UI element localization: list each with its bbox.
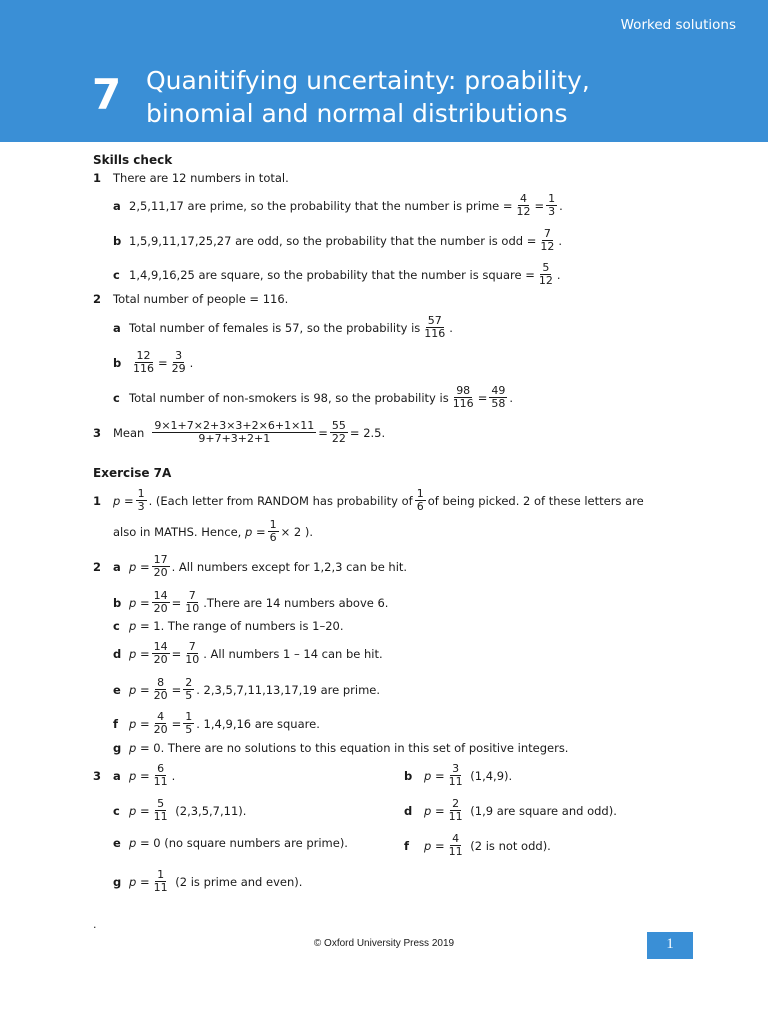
ex-q1-line1: 1 p = $\frac{1}{3}$ . (Each letter from RANDOM has probability of $\frac{1}{6}$ of being picked. 2 of these letters are [93,487,644,513]
ex-q3d: d p = $\frac{2}{11}$ (1,9 are square and odd). [404,797,617,823]
sc-q2a: a Total number of females is 57, so the probability is $\frac{57}{116}$ . [113,314,453,340]
fraction: $\frac{57}{116}$ [424,314,446,340]
ex-q2d: d p = $\frac{14}{20}$ = $\frac{7}{10}$ . All numbers 1 – 14 can be hit. [113,640,383,666]
ex-q3c: c p = $\frac{5}{11}$ (2,3,5,7,11). [113,797,247,823]
sc-q1b: b 1,5,9,11,17,25,27 are odd, so the probability that the number is odd = $\frac{7}{12}$ . [113,227,562,253]
ex-q2g: g p = 0. There are no solutions to this equation in this set of positive integers. [113,741,569,755]
fraction: $\frac{55}{22}$ [331,419,346,445]
fraction: $\frac{14}{20}$ [153,589,168,615]
fraction: $\frac{5}{12}$ [538,261,553,287]
fraction: $\frac{2}{11}$ [448,797,463,823]
fraction: $\frac{8}{20}$ [153,676,168,702]
ex-q3b: b p = $\frac{3}{11}$ (1,4,9). [404,762,513,788]
ex-q2e: e p = $\frac{8}{20}$ = $\frac{2}{5}$ . 2,3,5,7,11,13,17,19 are prime. [113,676,381,702]
chapter-title-line1: Quanitifying uncertainty: proability, [146,66,590,95]
fraction: $\frac{14}{20}$ [153,640,168,666]
fraction: $\frac{4}{20}$ [153,710,168,736]
sc-q2-intro: 2 Total number of people = 116. [93,292,289,306]
fraction: $\frac{49}{58}$ [491,384,506,410]
fraction: $\frac{98}{116}$ [452,384,474,410]
skills-check-heading: Skills check [93,153,173,167]
fraction: $\frac{1}{3}$ [137,487,145,513]
fraction: $\frac{4}{12}$ [516,192,531,218]
chapter-title-line2: binomial and normal distributions [146,99,568,128]
page-number: 1 [647,932,693,959]
fraction: $\frac{1}{3}$ [548,192,556,218]
fraction: $\frac{17}{20}$ [153,553,168,579]
sc-q1a: a 2,5,11,17 are prime, so the probability that the number is prime = $\frac{4}{12}$ = $\frac{1}{3}$ . [113,192,563,218]
fraction: $\frac{7}{10}$ [185,589,200,615]
sc-q2c: c Total number of non-smokers is 98, so the probability is $\frac{98}{116}$ = $\frac{49}{58}$ . [113,384,513,410]
ex-q2f: f p = $\frac{4}{20}$ = $\frac{1}{5}$ . 1,4,9,16 are square. [113,710,320,736]
ex-q2a: 2 a p = $\frac{17}{20}$ . All numbers except for 1,2,3 can be hit. [93,553,408,579]
section-label: Worked solutions [620,17,736,33]
stray-dot: . [93,918,97,931]
sc-q3: 3 Mean $\frac{9\times 1+7\times 2+3\times 3+2\times 6+1\times 11}{9+7+3+2+1}$ = $\frac{55}{22}$ = 2.5. [93,419,386,445]
fraction: $\frac{7}{12}$ [540,227,555,253]
exercise-heading: Exercise 7A [93,466,172,480]
fraction: $\frac{1}{6}$ [416,487,424,513]
copyright-footer: © Oxford University Press 2019 [313,938,455,949]
fraction: $\frac{6}{11}$ [153,762,168,788]
sc-q1-intro: 1 There are 12 numbers in total. [93,171,289,185]
fraction: $\frac{7}{10}$ [185,640,200,666]
ex-q3a: 3 a p = $\frac{6}{11}$ . [93,762,176,788]
fraction: $\frac{9\times 1+7\times 2+3\times 3+2\times 6+1\times 11}{9+7+3+2+1}$ [154,419,315,445]
chapter-number: 7 [92,70,122,119]
ex-q3f: f p = $\frac{4}{11}$ (2 is not odd). [404,832,551,858]
ex-q1-line2: also in MATHS. Hence, p = $\frac{1}{6}$ × 2 ). [113,518,313,544]
fraction: $\frac{2}{5}$ [185,676,193,702]
fraction: $\frac{1}{5}$ [185,710,193,736]
sc-q2b: b $\frac{12}{116}$ = $\frac{3}{29}$ . [113,349,194,375]
fraction: $\frac{4}{11}$ [448,832,463,858]
fraction: $\frac{1}{11}$ [153,868,168,894]
fraction: $\frac{1}{6}$ [269,518,277,544]
ex-q3e: e p = 0 (no square numbers are prime). [113,836,348,850]
fraction: $\frac{3}{29}$ [171,349,186,375]
ex-q2c: c p = 1. The range of numbers is 1–20. [113,619,344,633]
ex-q3g: g p = $\frac{1}{11}$ (2 is prime and even). [113,868,303,894]
fraction: $\frac{5}{11}$ [153,797,168,823]
ex-q2b: b p = $\frac{14}{20}$ = $\frac{7}{10}$ .There are 14 numbers above 6. [113,589,389,615]
sc-q1c: c 1,4,9,16,25 are square, so the probability that the number is square = $\frac{5}{12}$ . [113,261,561,287]
fraction: $\frac{12}{116}$ [133,349,154,375]
fraction: $\frac{3}{11}$ [448,762,463,788]
